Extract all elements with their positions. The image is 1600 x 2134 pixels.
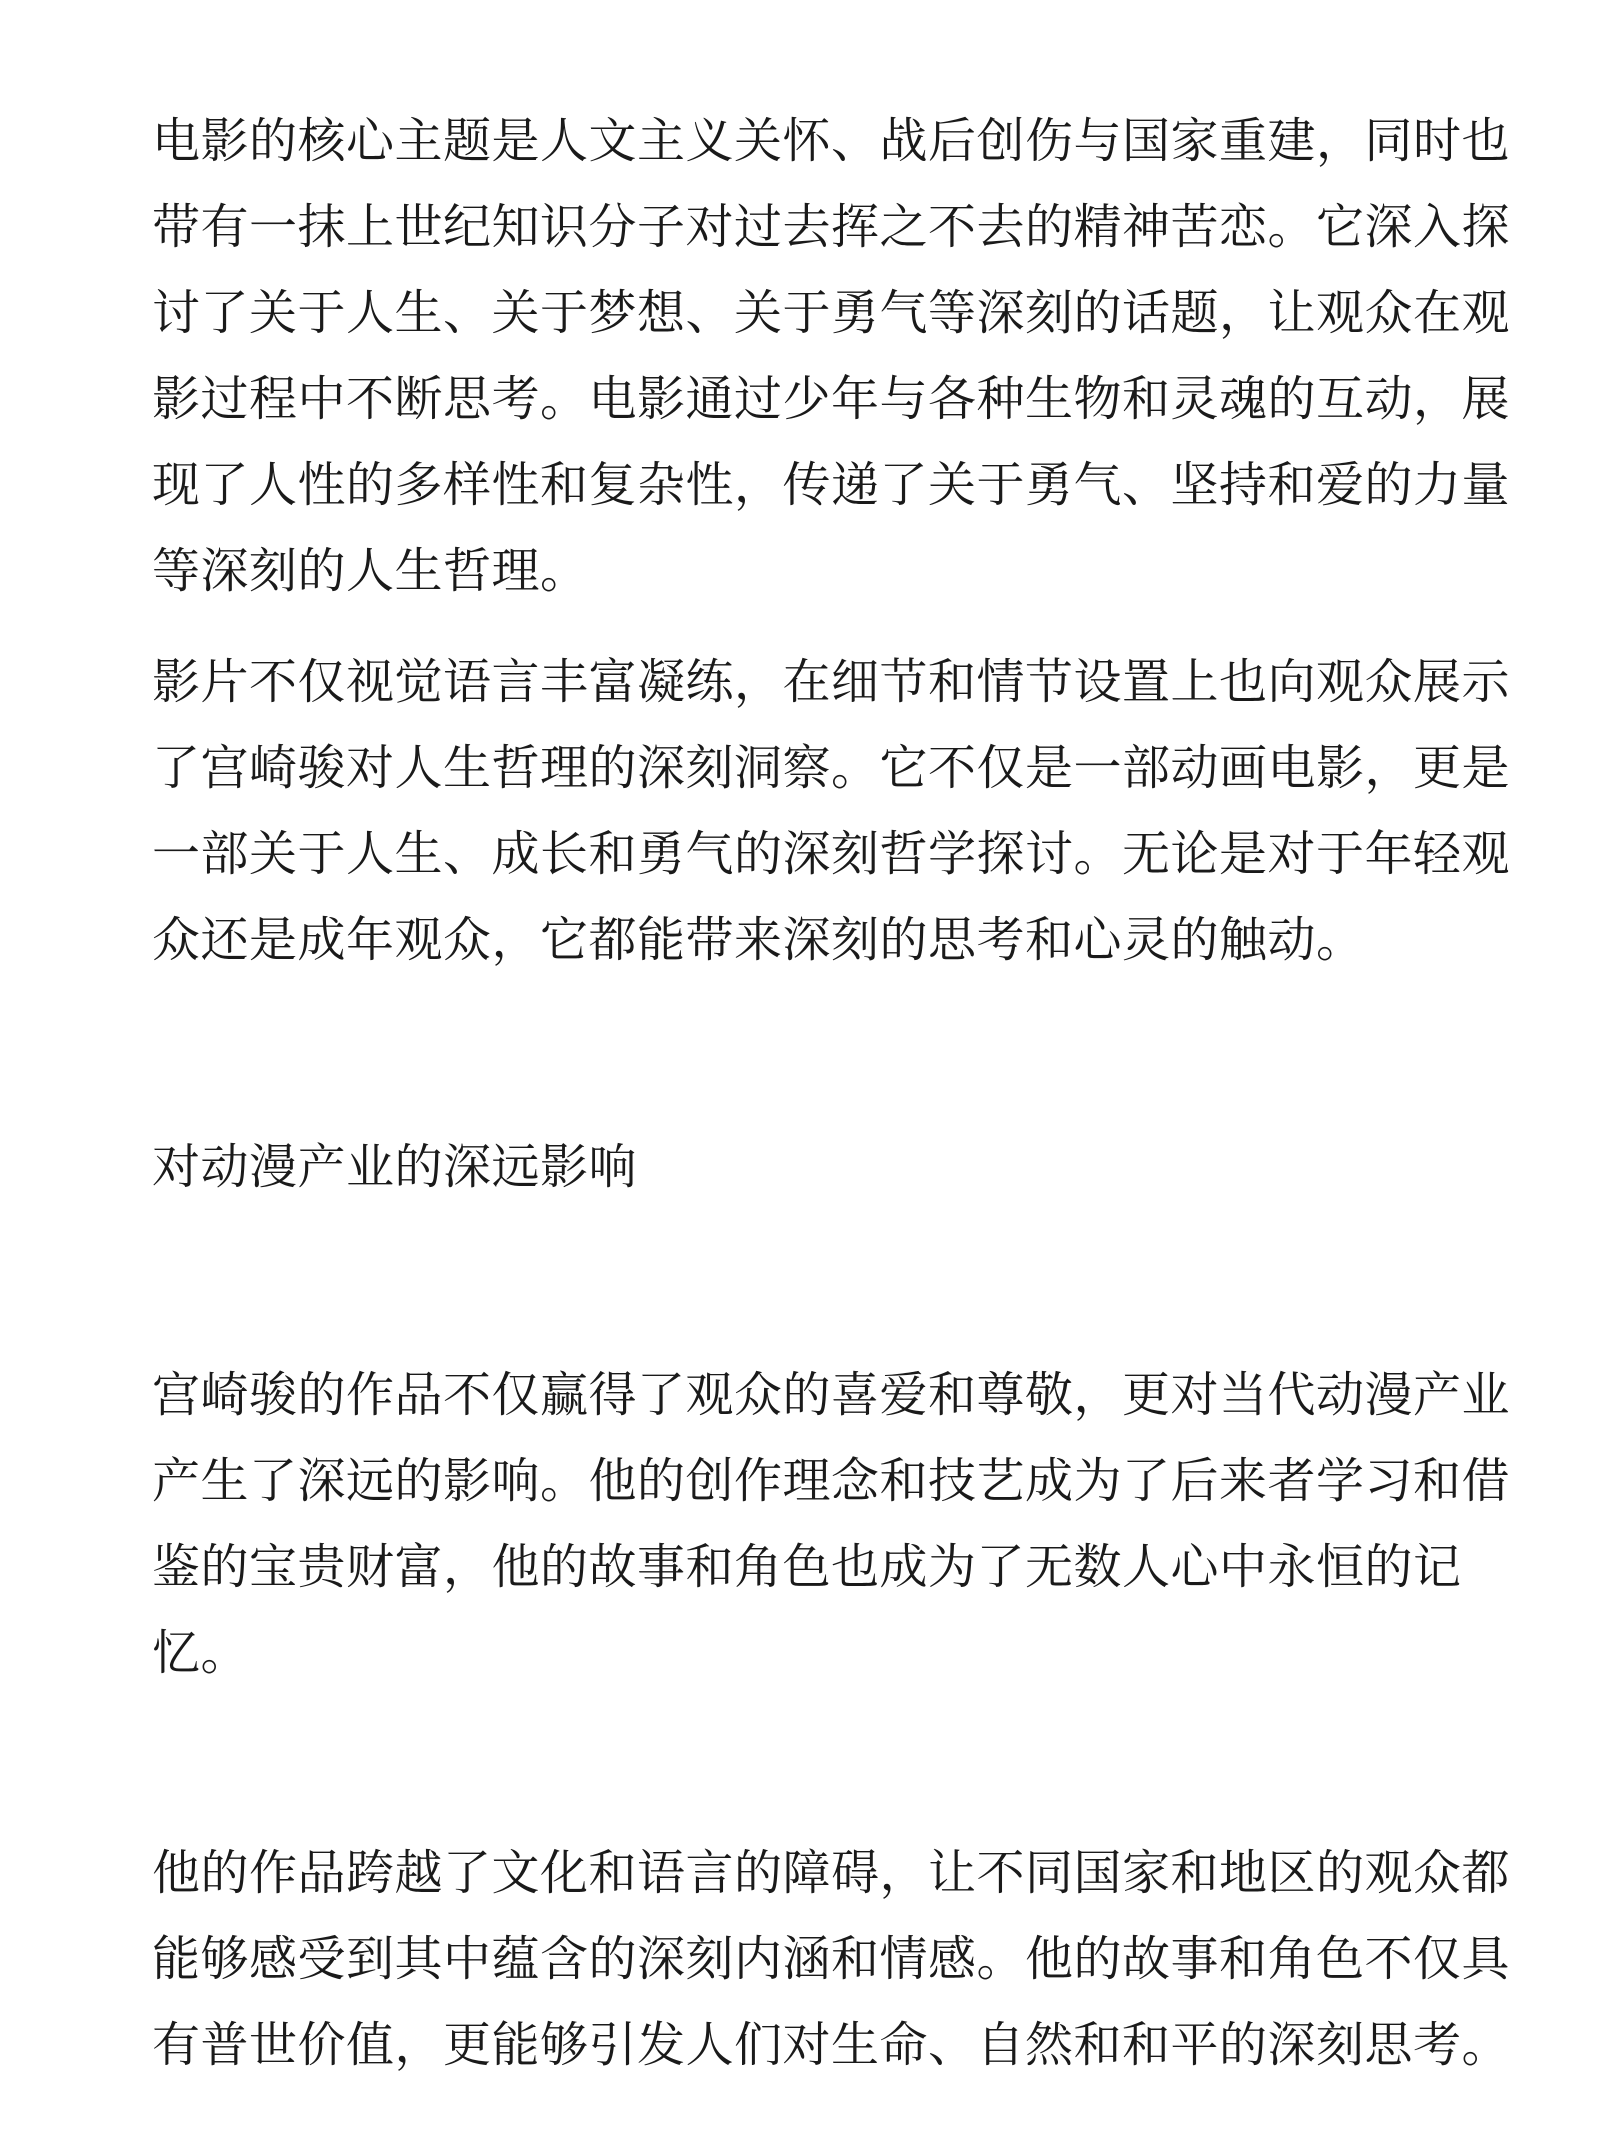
paragraph-visual-language	[152, 639, 1511, 983]
text-line: 宫崎骏的作品不仅赢得了观众的喜爱和尊敬，更对当代动漫产业	[152, 1367, 1511, 1423]
text-line: 影片不仅视觉语言丰富凝练，在细节和情节设置上也向观众展示	[152, 654, 1511, 710]
paragraph-industry-impact	[152, 1352, 1511, 1696]
paragraph-cross-culture	[152, 1830, 1511, 2088]
text-line: 影过程中不断思考。电影通过少年与各种生物和灵魂的互动，展	[152, 371, 1511, 427]
text-line: 等深刻的人生哲理。	[152, 543, 589, 599]
text-line: 了宫崎骏对人生哲理的深刻洞察。它不仅是一部动画电影，更是	[152, 740, 1511, 796]
text-line: 带有一抹上世纪知识分子对过去挥之不去的精神苦恋。它深入探	[152, 199, 1511, 255]
text-line: 众还是成年观众，它都能带来深刻的思考和心灵的触动。	[152, 912, 1365, 968]
text-line: 能够感受到其中蕴含的深刻内涵和情感。他的故事和角色不仅具	[152, 1931, 1511, 1987]
text-line: 忆。	[152, 1625, 250, 1681]
text-line: 讨了关于人生、关于梦想、关于勇气等深刻的话题，让观众在观	[152, 285, 1511, 341]
text-line: 他的作品跨越了文化和语言的障碍，让不同国家和地区的观众都	[152, 1845, 1511, 1901]
text-line: 有普世价值，更能够引发人们对生命、自然和和平的深刻思考。	[152, 2017, 1511, 2073]
section-heading-text: 对动漫产业的深远影响	[152, 1139, 638, 1195]
section-heading	[152, 1124, 1452, 1210]
text-line: 鉴的宝贵财富，他的故事和角色也成为了无数人心中永恒的记	[152, 1539, 1462, 1595]
text-line: 产生了深远的影响。他的创作理念和技艺成为了后来者学习和借	[152, 1453, 1511, 1509]
paragraph-core-theme	[152, 98, 1511, 614]
text-line: 电影的核心主题是人文主义关怀、战后创伤与国家重建，同时也	[152, 113, 1511, 169]
text-line: 现了人性的多样性和复杂性，传递了关于勇气、坚持和爱的力量	[152, 457, 1511, 513]
text-line: 一部关于人生、成长和勇气的深刻哲学探讨。无论是对于年轻观	[152, 826, 1511, 882]
